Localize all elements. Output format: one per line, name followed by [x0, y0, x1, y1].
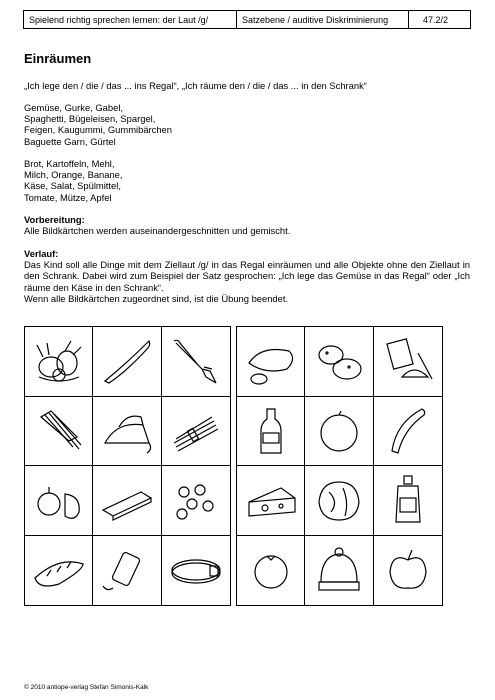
copyright-footer: © 2010 antiope-verlag Stefan Simonis-Kalk	[24, 684, 149, 691]
picture-card[interactable]	[162, 397, 230, 467]
spaghetti-picture	[29, 403, 89, 459]
word-line: Brot, Kartoffeln, Mehl,	[24, 158, 115, 169]
picture-card[interactable]	[305, 327, 373, 397]
picture-grid-target-sound	[24, 326, 231, 606]
asparagus-picture	[166, 403, 226, 459]
picture-card[interactable]	[25, 397, 93, 467]
belt-picture	[166, 542, 226, 598]
sentence-text: „Ich lege den / die / das ... ins Regal“, „Ich räume den / die / das ... in den Schrank“	[24, 80, 367, 91]
word-line: Milch, Orange, Banane,	[24, 169, 123, 181]
picture-card[interactable]	[237, 397, 305, 467]
cheese-picture	[241, 472, 301, 528]
picture-card[interactable]	[162, 536, 230, 606]
sentence-frame	[24, 80, 367, 91]
procedure-text-end: Wenn alle Bildkärtchen zugeordnet sind, ist die Übung beendet.	[24, 292, 289, 304]
picture-card[interactable]	[25, 536, 93, 606]
header-page-number: 47.2/2	[423, 14, 449, 25]
knit-hat-picture	[309, 542, 369, 598]
picture-card[interactable]	[25, 466, 93, 536]
gummy-bears-picture	[166, 472, 226, 528]
picture-card[interactable]	[374, 466, 442, 536]
preparation-text: Alle Bildkärtchen werden auseinandergeschnitten und gemischt.	[24, 225, 291, 237]
bread-picture	[241, 333, 301, 389]
picture-card[interactable]	[374, 536, 442, 606]
orange-picture	[309, 403, 369, 459]
header-series-title: Spielend richtig sprechen lernen: der Laut /g/	[24, 11, 237, 28]
tomato-picture	[241, 542, 301, 598]
picture-card[interactable]	[162, 466, 230, 536]
word-list-other	[24, 158, 123, 203]
cucumber-picture	[97, 333, 157, 389]
potatoes-picture	[309, 333, 369, 389]
picture-card[interactable]	[374, 327, 442, 397]
picture-card[interactable]	[93, 397, 161, 467]
iron-picture	[97, 403, 157, 459]
fork-picture	[166, 333, 226, 389]
dish-soap-picture	[378, 472, 438, 528]
picture-card[interactable]	[25, 327, 93, 397]
word-line: Gemüse, Gurke, Gabel,	[24, 102, 124, 113]
procedure-text: Das Kind soll alle Dinge mit dem Ziellaut /g/ in das Regal einräumen und alle Objekte ohne den Ziellaut in den Schrank. Dabei wird zum Beispiel der Satz gesprochen: „Ich lege das Gemüse in das Regal“ oder „Ich räume den Käse in den Schrank“.	[24, 259, 470, 293]
picture-card[interactable]	[93, 536, 161, 606]
picture-card[interactable]	[305, 536, 373, 606]
word-line: Baguette Garn, Gürtel	[24, 135, 116, 147]
milk-bottle-picture	[241, 403, 301, 459]
yarn-picture	[97, 542, 157, 598]
apple-picture	[378, 542, 438, 598]
word-line: Käse, Salat, Spülmittel,	[24, 180, 121, 192]
baguette-picture	[29, 542, 89, 598]
chewing-gum-picture	[97, 472, 157, 528]
figs-picture	[29, 472, 89, 528]
picture-card[interactable]	[93, 466, 161, 536]
picture-card[interactable]	[305, 397, 373, 467]
vegetables-picture	[29, 333, 89, 389]
picture-card[interactable]	[237, 536, 305, 606]
lettuce-picture	[309, 472, 369, 528]
picture-card[interactable]	[305, 466, 373, 536]
picture-card[interactable]	[374, 397, 442, 467]
picture-card[interactable]	[237, 466, 305, 536]
picture-card[interactable]	[93, 327, 161, 397]
flour-picture	[378, 333, 438, 389]
page-header	[23, 10, 471, 29]
banana-picture	[378, 403, 438, 459]
word-line: Tomate, Mütze, Apfel	[24, 191, 112, 203]
page-title: Einräumen	[24, 51, 92, 66]
word-line: Spaghetti, Bügeleisen, Spargel,	[24, 113, 156, 125]
picture-grid-other	[236, 326, 443, 606]
procedure-section	[24, 248, 470, 304]
preparation-heading: Vorbereitung:	[24, 214, 85, 225]
preparation-section	[24, 214, 290, 236]
picture-card[interactable]	[237, 327, 305, 397]
picture-card[interactable]	[162, 327, 230, 397]
word-list-target-sound	[24, 102, 172, 147]
procedure-heading: Verlauf:	[24, 248, 59, 259]
header-level: Satzebene / auditive Diskriminierung	[237, 11, 409, 28]
word-line: Feigen, Kaugummi, Gummibärchen	[24, 124, 172, 136]
